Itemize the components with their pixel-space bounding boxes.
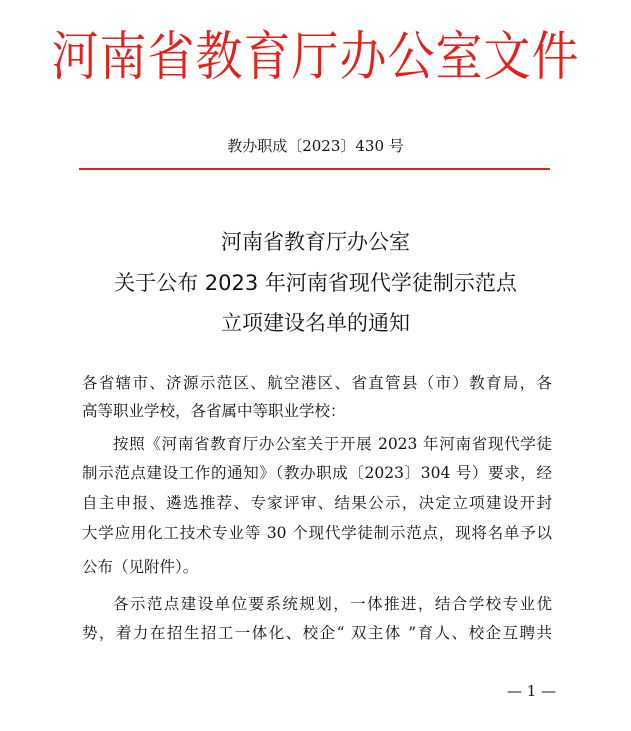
red-divider-line — [79, 168, 550, 170]
document-title-line-3: 立项建设名单的通知 — [221, 311, 410, 335]
document-title-line-1: 河南省教育厅办公室 — [221, 230, 410, 254]
paragraph-1-line-5: 公布（见附件）。 — [82, 558, 199, 576]
paragraph-2-line-1: 各示范点建设单位要系统规划，一体推进，结合学校专业优 — [113, 595, 552, 613]
document-title-line-2: 关于公布 2023 年河南省现代学徒制示范点 — [114, 271, 517, 295]
paragraph-1-line-2: 制示范点建设工作的通知》（教办职成〔2023〕304 号）要求，经 — [82, 464, 552, 482]
paragraph-1-line-4: 大学应用化工技术专业等 30 个现代学徒制示范点，现将名单予以 — [82, 524, 552, 542]
document-number: 教办职成〔2023〕430 号 — [227, 137, 404, 155]
salutation-line-2: 高等职业学校，各省属中等职业学校： — [82, 402, 346, 420]
paragraph-2-line-2: 势，着力在招生招工一体化、校企“ 双主体 ”育人、校企互聘共 — [82, 624, 552, 642]
salutation-line-1: 各省辖市、济源示范区、航空港区、省直管县（市）教育局，各 — [82, 374, 552, 392]
page-number: — 1 — — [507, 682, 557, 700]
issuing-org-header: 河南省教育厅办公室文件 — [51, 26, 580, 89]
paragraph-1-line-1: 按照《河南省教育厅办公室关于开展 2023 年河南省现代学徒 — [113, 435, 552, 453]
paragraph-1-line-3: 自主申报、遴选推荐、专家评审、结果公示，决定立项建设开封 — [82, 494, 552, 512]
